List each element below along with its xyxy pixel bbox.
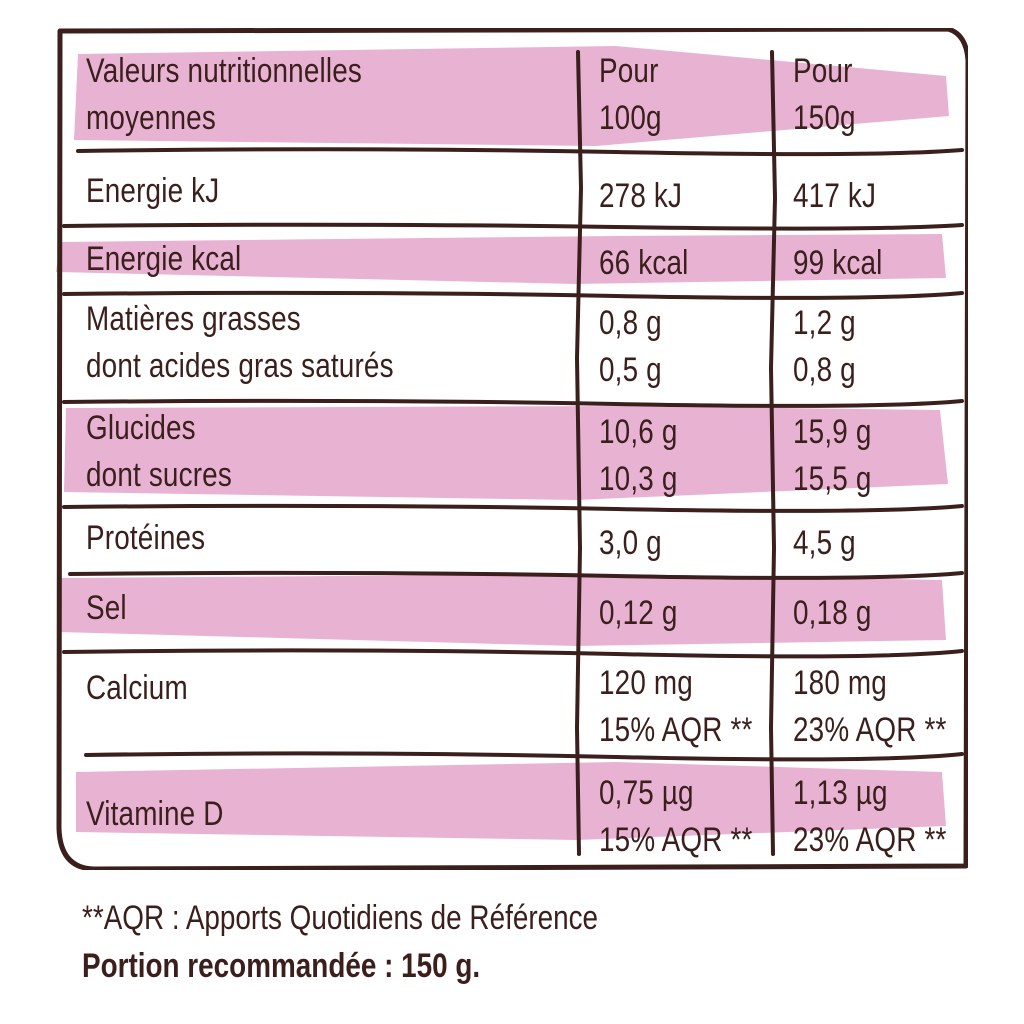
row-value-100g-energie-kcal: 66 kcal (599, 244, 689, 282)
row-value-100g-sel: 0,12 g (599, 594, 678, 632)
row-value-100g-proteines: 3,0 g (599, 524, 662, 562)
row-value-100g-glucides: 10,6 g 10,3 g (599, 413, 678, 498)
row-value-150g-glucides: 15,9 g 15,5 g (793, 413, 872, 498)
row-value-100g-energie-kj: 278 kJ (599, 177, 683, 215)
row-value-150g-sel: 0,18 g (793, 594, 872, 632)
row-value-150g-energie-kj: 417 kJ (793, 177, 877, 215)
row-rule (78, 149, 962, 154)
header-label: Valeurs nutritionnelles moyennes (86, 52, 363, 137)
recommended-portion: Portion recommandée : 150 g. (82, 947, 481, 985)
column-rule (771, 52, 775, 854)
row-rule (64, 650, 962, 656)
footer (82, 894, 711, 990)
row-value-150g-proteines: 4,5 g (793, 524, 856, 562)
row-rule (64, 506, 962, 511)
row-label-energie-kj: Energie kJ (86, 172, 220, 210)
row-rule (64, 225, 962, 229)
row-label-vitamine-d: Vitamine D (86, 795, 224, 833)
row-value-150g-vitamine-d: 1,13 µg 23% AQR ** (793, 774, 947, 859)
row-value-150g-energie-kcal: 99 kcal (793, 244, 883, 282)
column-rule (577, 52, 581, 854)
row-label-energie-kcal: Energie kcal (86, 240, 242, 278)
row-value-150g-matieres-grasses: 1,2 g 0,8 g (793, 304, 856, 389)
nutrition-table (56, 28, 968, 870)
row-value-100g-calcium: 120 mg 15% AQR ** (599, 664, 753, 749)
row-rule (86, 753, 962, 759)
row-label-sel: Sel (86, 589, 127, 627)
row-label-glucides: Glucides dont sucres (86, 409, 232, 494)
row-label-proteines: Protéines (86, 519, 206, 557)
row-label-matieres-grasses: Matières grasses dont acides gras saturés (86, 300, 394, 385)
footnote-aqr: **AQR : Apports Quotidiens de Référence (82, 899, 599, 937)
row-label-calcium: Calcium (86, 669, 188, 707)
row-value-100g-vitamine-d: 0,75 µg 15% AQR ** (599, 774, 753, 859)
row-value-100g-matieres-grasses: 0,8 g 0,5 g (599, 304, 662, 389)
header-per-100g: Pour 100g (599, 52, 662, 137)
header-per-150g: Pour 150g (793, 52, 856, 137)
row-value-150g-calcium: 180 mg 23% AQR ** (793, 664, 947, 749)
